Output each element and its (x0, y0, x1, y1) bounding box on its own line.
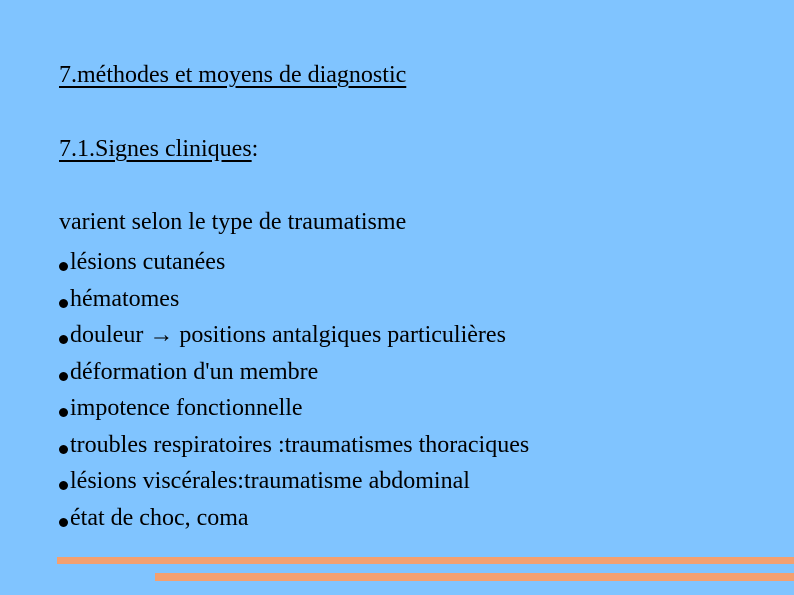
bullet-icon (59, 335, 68, 344)
list-item (59, 354, 529, 391)
bullet-icon (59, 372, 68, 381)
list-item-text: impotence fonctionnelle (70, 395, 303, 421)
intro-text: varient selon le type de traumatisme (59, 209, 407, 235)
section-heading-colon: : (251, 136, 259, 162)
list-item-text: troubles respiratoires :traumatismes thoraciques (70, 431, 530, 458)
list-item-text: déformation d'un membre (70, 358, 319, 385)
symptom-list (59, 244, 529, 536)
bullet-icon (59, 408, 68, 417)
bullet-icon (59, 445, 68, 454)
bullet-icon (59, 299, 68, 308)
list-item (59, 390, 529, 427)
list-item-text: lésions viscérales:traumatisme abdominal (70, 468, 470, 494)
bullet-icon (59, 262, 68, 271)
section-heading-text: 7.1.Signes cliniques (59, 136, 252, 162)
bullet-icon (59, 481, 68, 490)
list-item-text: lésions cutanées (70, 249, 226, 275)
list-item-text: état de choc, coma (70, 504, 249, 531)
section-heading (59, 136, 258, 163)
list-item (59, 463, 529, 500)
decorative-bar-top (57, 557, 794, 564)
list-item (59, 500, 529, 537)
list-item-text: douleur → positions antalgiques particulières (70, 322, 506, 348)
slide-title: 7.méthodes et moyens de diagnostic (59, 62, 407, 88)
list-item (59, 427, 529, 464)
decorative-bar-bottom (155, 573, 794, 581)
bullet-icon (59, 518, 68, 527)
list-item (59, 244, 529, 281)
list-item-text: hématomes (70, 285, 180, 312)
list-item (59, 281, 529, 318)
list-item (59, 317, 529, 354)
